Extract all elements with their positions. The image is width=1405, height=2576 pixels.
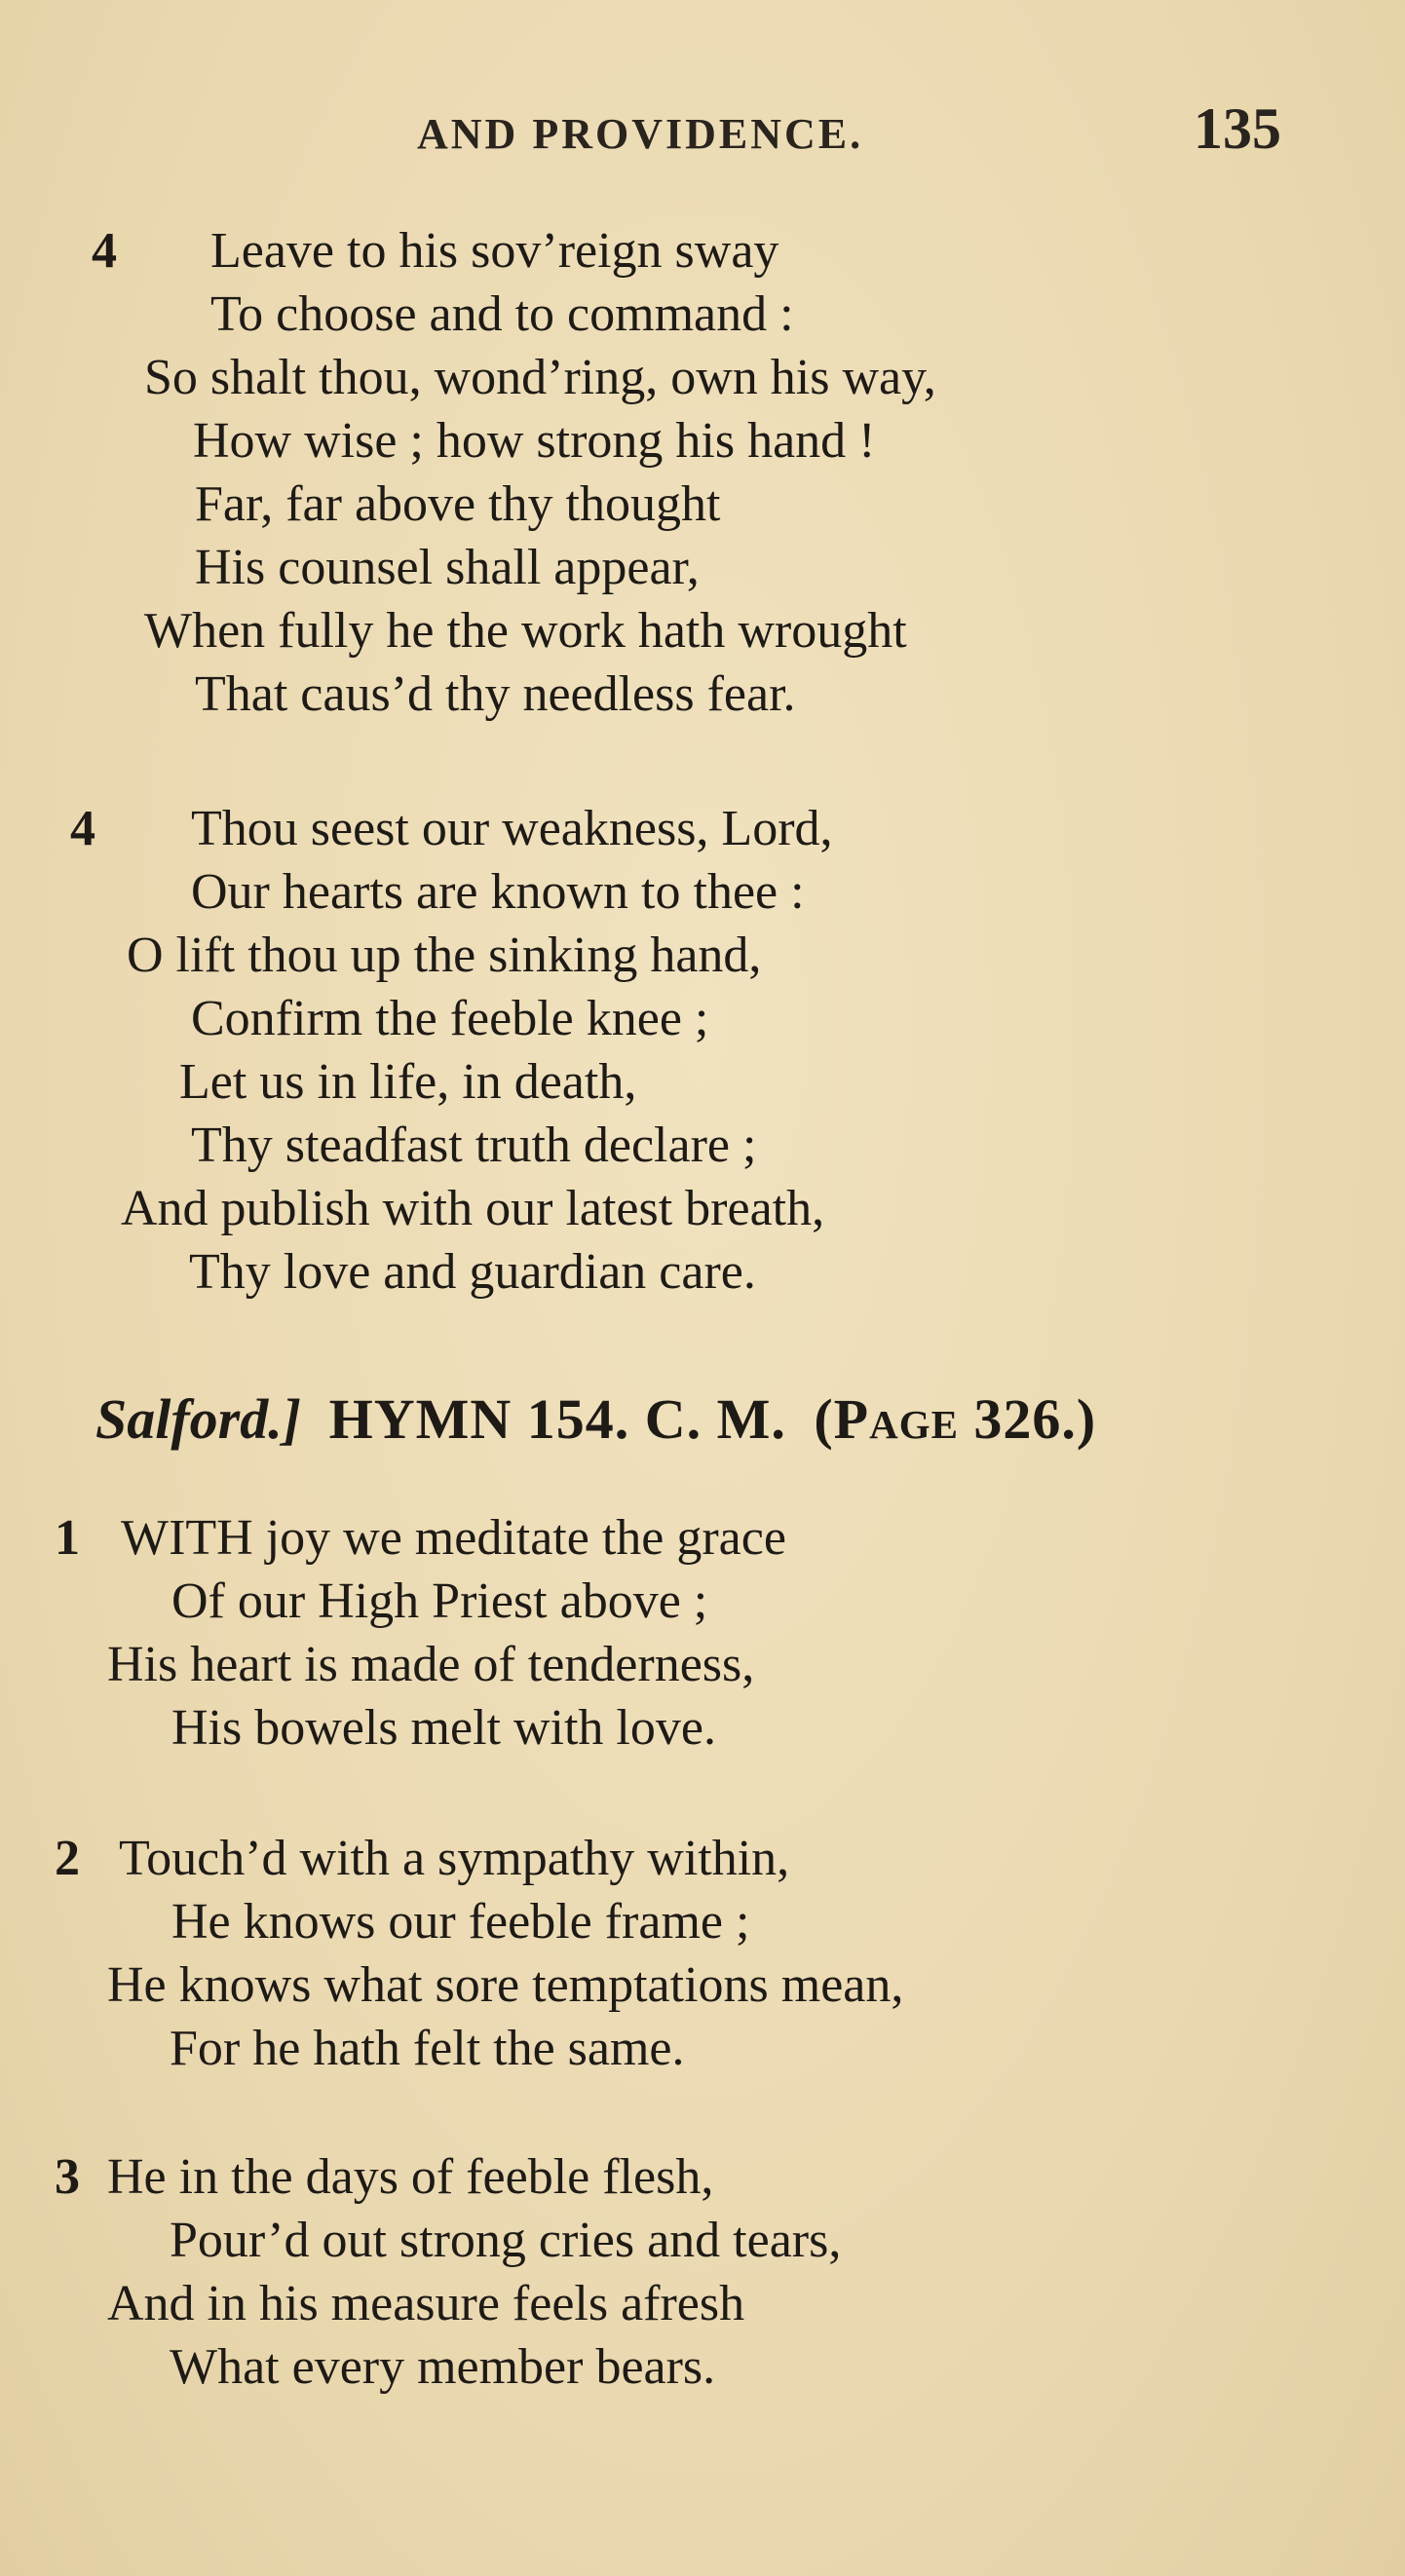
stanza-number: 1 [55,1510,80,1566]
verse-line: So shalt thou, wond’ring, own his way, [144,350,936,405]
verse-line: What every member bears. [170,2339,716,2395]
page-reference: (Page 326.) [814,1387,1097,1451]
verse-line: He knows our feeble frame ; [171,1894,750,1950]
verse-line: When fully he the work hath wrought [144,603,907,659]
verse-line: Thy steadfast truth declare ; [191,1118,757,1173]
verse-line: He knows what sore temptations mean, [107,1957,904,2013]
verse-line: Pour’d out strong cries and tears, [170,2213,842,2268]
hymn-title: HYMN 154. C. M. [328,1387,786,1451]
hymn-header [95,1387,1097,1451]
verse-line: His heart is made of tenderness, [107,1637,755,1692]
verse-line: Thy love and guardian care. [189,1244,756,1300]
verse-line: Confirm the feeble knee ; [191,991,709,1046]
verse-line: And in his measure feels afresh [107,2276,745,2331]
verse-line: For he hath felt the same. [170,2021,685,2076]
verse-line: O lift thou up the sinking hand, [127,928,762,983]
verse-line: How wise ; how strong his hand ! [193,413,876,469]
verse-line: Leave to his sov’reign sway [210,223,779,279]
stanza-number: 4 [70,801,95,856]
verse-line: Touch’d with a sympathy within, [119,1831,790,1886]
verse-line: To choose and to command : [210,286,794,342]
tune-name: Salford.] [95,1387,302,1451]
verse-line: His counsel shall appear, [195,540,700,595]
stanza-number: 3 [55,2149,80,2205]
verse-line: That caus’d thy needless fear. [195,666,796,722]
verse-line: Thou seest our weakness, Lord, [191,801,833,856]
running-title: AND PROVIDENCE. [417,110,864,158]
verse-line: And publish with our latest breath, [121,1181,825,1236]
verse-line: He in the days of feeble flesh, [107,2149,714,2205]
verse-line: Let us in life, in death, [179,1054,637,1110]
verse-line: Our hearts are known to thee : [191,864,805,920]
stanza-number: 4 [92,223,117,279]
page-number: 135 [1194,96,1281,161]
verse-line: Far, far above thy thought [195,476,721,532]
verse-line: Of our High Priest above ; [171,1573,708,1629]
stanza-number: 2 [55,1831,80,1886]
verse-line: WITH joy we meditate the grace [121,1510,786,1566]
verse-line: His bowels melt with love. [171,1700,716,1756]
